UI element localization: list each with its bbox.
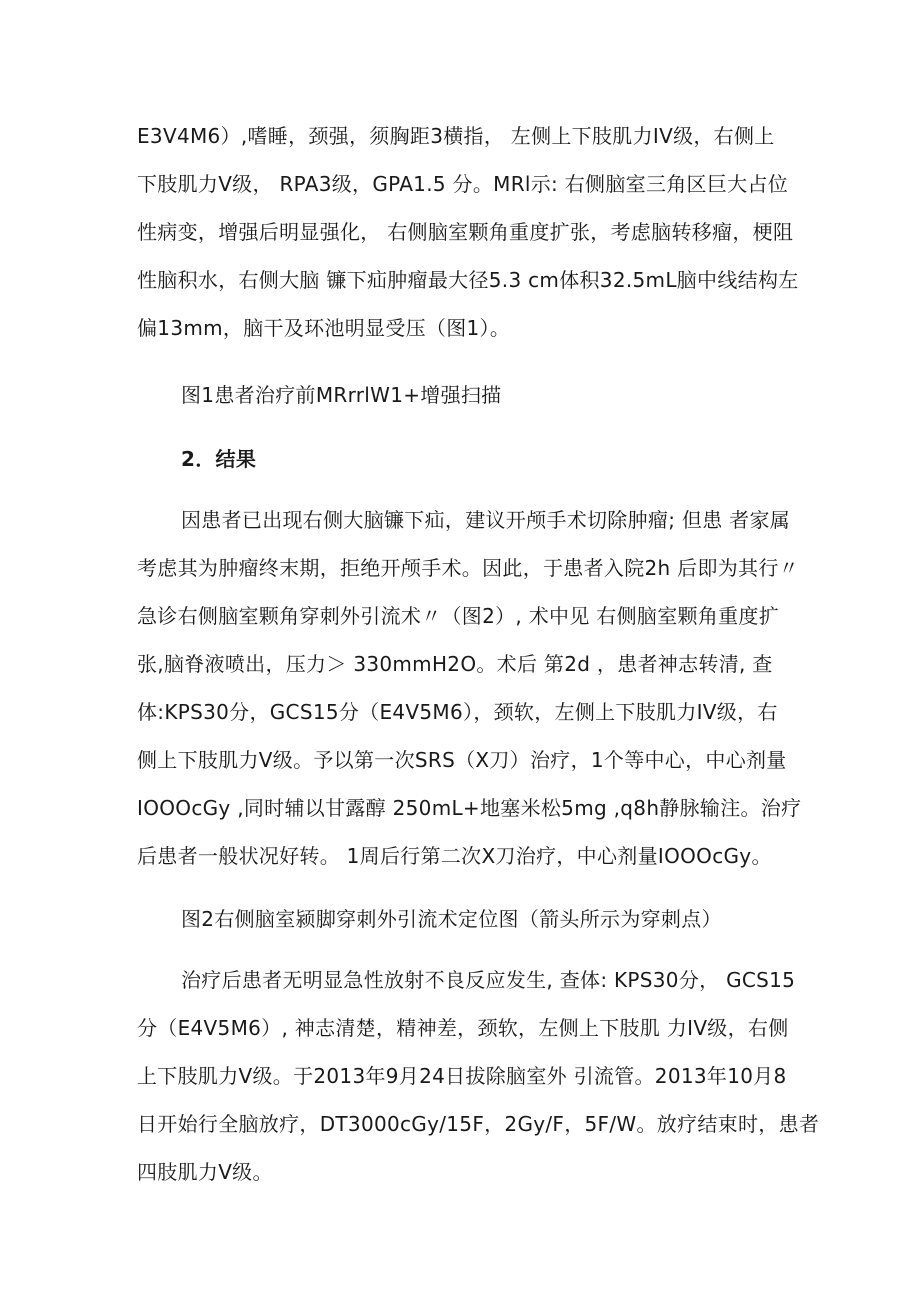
paragraph-1-line-5: 偏13mm，脑干及环池明显受压（图1）。 <box>137 316 511 340</box>
paragraph-2-line-3: 急诊右侧脑室颗角穿刺外引流术〃（图2）, 术中见 右侧脑室颗角重度扩 <box>137 604 779 628</box>
paragraph-2-line-2: 考虑其为肿瘤终末期，拒绝开颅手术。因此，于患者入院2h 后即为其行〃 <box>137 556 799 580</box>
paragraph-2-line-4: 张,脑脊液喷出，压力＞ 330mmH2O。术后 第2d ，患者神志转清, 查 <box>137 652 773 676</box>
paragraph-2-line-5: 体:KPS30分，GCS15分（E4V5M6），颈软，左侧上下肢肌力IV级，右 <box>137 700 778 724</box>
paragraph-3-line-4: 日开始行全脑放疗，DT3000cGy/15F，2Gy/F，5F/W。放疗结束时，患者 <box>137 1112 820 1136</box>
paragraph-2-line-8: 后患者一般状况好转。 1周后行第二次X刀治疗，中心剂量IOOOcGy。 <box>137 844 772 868</box>
paragraph-1-line-3: 性病变，增强后明显强化， 右侧脑室颗角重度扩张，考虑脑转移瘤，梗阻 <box>137 220 794 244</box>
paragraph-3-line-2: 分（E4V5M6）, 神志清楚，精神差，颈软，左侧上下肢肌 力IV级，右侧 <box>137 1016 789 1040</box>
paragraph-1-line-2: 下肢肌力V级， RPA3级，GPA1.5 分。MRl示: 右侧脑室三角区巨大占位 <box>137 172 789 196</box>
paragraph-2-line-7: IOOOcGy ,同时辅以甘露醇 250mL+地塞米松5mg ,q8h静脉输注。治疗 <box>137 796 802 820</box>
paragraph-3-line-3: 上下肢肌力V级。于2013年9月24日拔除脑室外 引流管。2013年10月8 <box>137 1064 787 1088</box>
paragraph-3-line-5: 四肢肌力V级。 <box>137 1160 273 1184</box>
paragraph-1-line-1: E3V4M6）,嗜睡，颈强，须胸距3横指， 左侧上下肢肌力IV级，右侧上 <box>137 124 775 148</box>
paragraph-2-line-6: 侧上下肢肌力V级。予以第一次SRS（X刀）治疗，1个等中心，中心剂量 <box>137 748 787 772</box>
figure-2-caption: 图2右侧脑室颍脚穿刺外引流术定位图（箭头所示为穿刺点） <box>181 907 722 931</box>
paragraph-2-line-1: 因患者已出现右侧大脑镰下疝，建议开颅手术切除肿瘤; 但患 者家属 <box>181 508 791 532</box>
figure-1-caption: 图1患者治疗前MRrrlW1+增强扫描 <box>181 383 502 407</box>
paragraph-1-line-4: 性脑积水，右侧大脑 镰下疝肿瘤最大径5.3 cm体积32.5mL脑中线结构左 <box>137 268 799 292</box>
section-heading: 2．结果 <box>181 447 257 471</box>
paragraph-3-line-1: 治疗后患者无明显急性放射不良反应发生, 查体: KPS30分， GCS15 <box>181 968 796 992</box>
